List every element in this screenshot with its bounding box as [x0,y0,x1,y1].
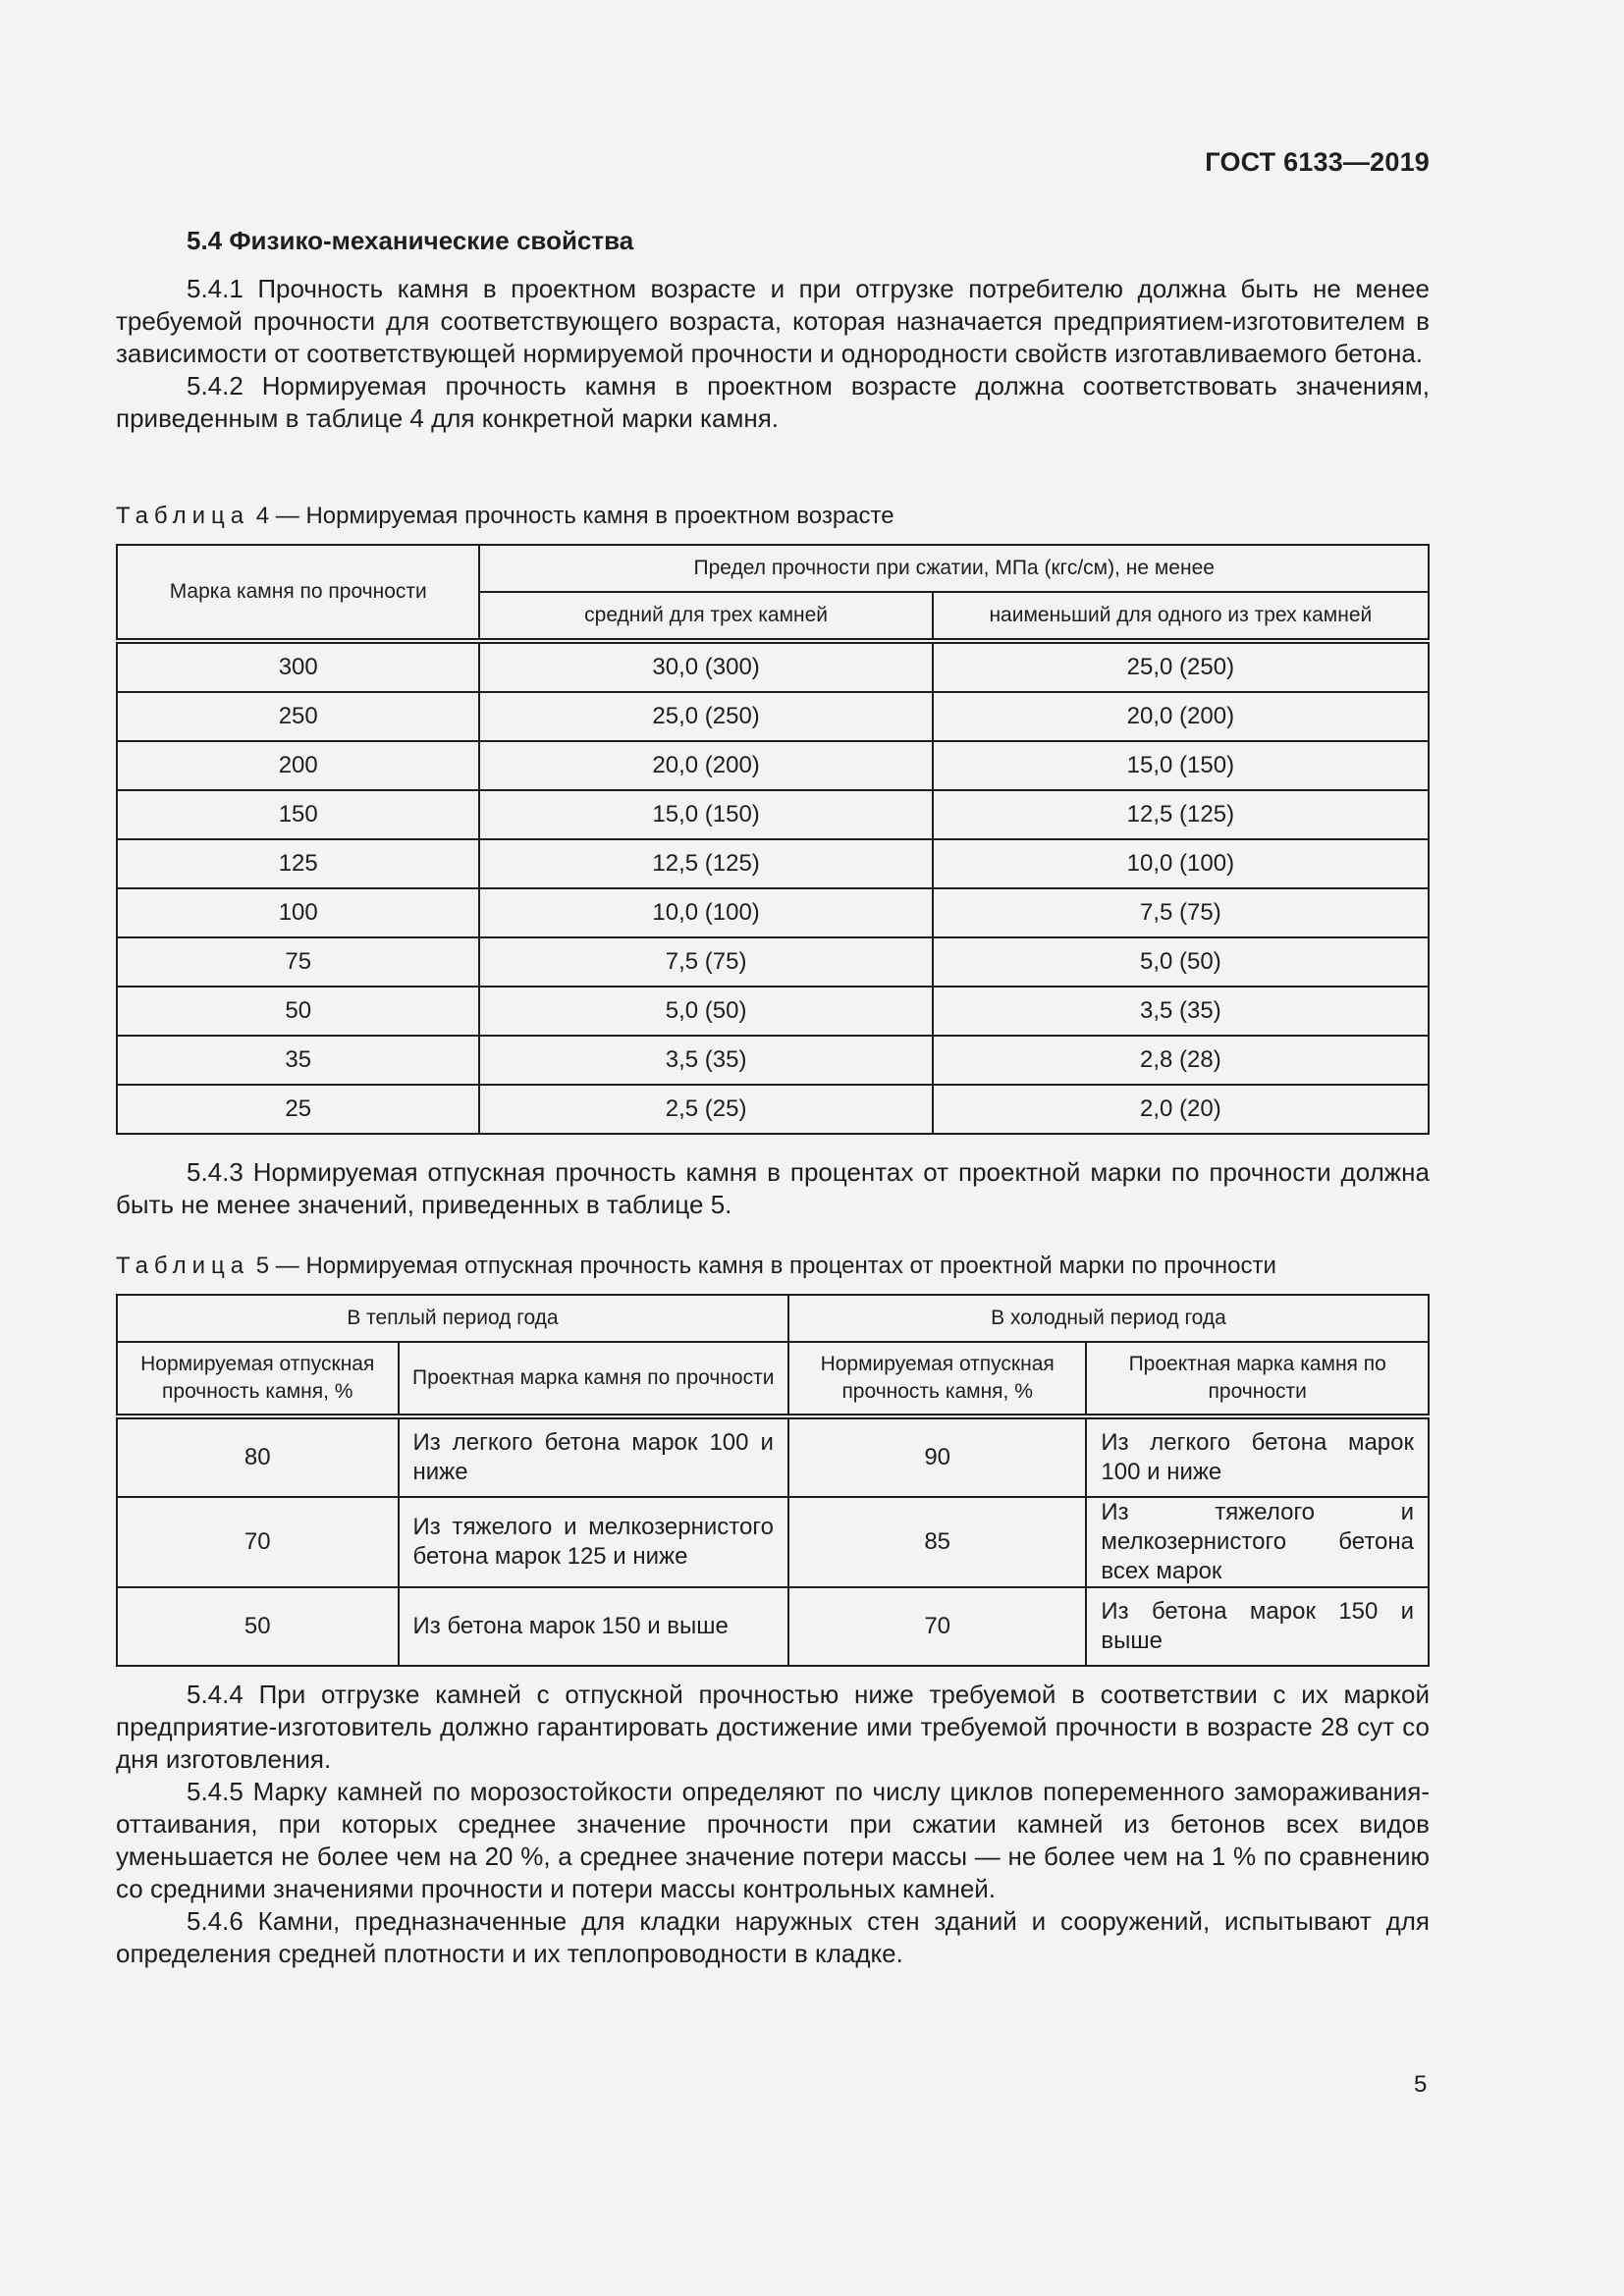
table5-header-cold: В холодный период года [788,1295,1429,1342]
table4-container [116,544,1430,1135]
table-cell: 25,0 (250) [933,641,1429,692]
table-cell: 2,5 (25) [479,1085,932,1134]
table-cell: 2,0 (20) [933,1085,1429,1134]
table-cell: 15,0 (150) [933,741,1429,790]
table-cell: Из тяжелого и мелкозернистого бетона всех марок [1086,1497,1429,1587]
table-row [117,641,1429,692]
table-cell: 3,5 (35) [479,1036,932,1085]
table-cell: 80 [117,1416,399,1497]
table-cell: 75 [117,937,479,987]
table-row [117,1587,1429,1666]
table-cell: Из тяжелого и мелкозернистого бетона марок 125 и ниже [399,1497,788,1587]
table-row [117,1036,1429,1085]
table-row [117,741,1429,790]
table-row [117,1497,1429,1587]
table-cell: 25,0 (250) [479,692,932,741]
table-cell: 50 [117,987,479,1036]
table5-header-warm: В теплый период года [117,1295,788,1342]
table-row [117,839,1429,888]
table-cell: 300 [117,641,479,692]
table-row [117,790,1429,839]
table-cell: 12,5 (125) [933,790,1429,839]
table-cell: 85 [788,1497,1086,1587]
table5-header-warm-grade: Проектная марка камня по прочности [399,1342,788,1416]
table-cell: 7,5 (75) [479,937,932,987]
table-cell: 150 [117,790,479,839]
table5-caption [116,1253,1430,1280]
table-cell: 90 [788,1416,1086,1497]
table-cell: 25 [117,1085,479,1134]
table5-header-warm-strength: Нормируемая отпускная прочность камня, % [117,1342,399,1416]
table-cell: 15,0 (150) [479,790,932,839]
table-row [117,1085,1429,1134]
table4-caption-label: Таблица [116,503,250,529]
paragraph-5-4-3: 5.4.3 Нормируемая отпускная прочность камня в процентах от проектной марки по прочности должна быть не менее значений, приведенных в таблице 5. [116,1157,1430,1219]
table-cell: Из легкого бетона марок 100 и ниже [399,1416,788,1497]
table-cell: Из бетона марок 150 и выше [399,1587,788,1666]
table-row [117,888,1429,937]
table-cell: 70 [788,1587,1086,1666]
table-cell: 12,5 (125) [479,839,932,888]
paragraph-5-4-4: 5.4.4 При отгрузке камней с отпускной прочностью ниже требуемой в соответствии с их маркой предприятие-изготовитель должно гарантировать достижение ими требуемой прочности в возрасте 28 сут со дня изготовления. [116,1680,1430,1774]
table4-header-grade: Марка камня по прочности [117,545,479,641]
table5-header-cold-strength: Нормируемая отпускная прочность камня, % [788,1342,1086,1416]
paragraph-group-1 [116,273,1430,435]
table5-caption-label: Таблица [116,1253,250,1279]
table-cell: 30,0 (300) [479,641,932,692]
table-cell: 200 [117,741,479,790]
table-row [117,937,1429,987]
table-cell: 70 [117,1497,399,1587]
table4-header-group: Предел прочности при сжатии, МПа (кгс/см), не менее [479,545,1429,592]
paragraph-group-2 [116,1156,1430,1221]
paragraph-group-3 [116,1679,1430,1970]
table-cell: Из легкого бетона марок 100 и ниже [1086,1416,1429,1497]
table-cell: 125 [117,839,479,888]
table5 [116,1294,1430,1667]
table-cell: 50 [117,1587,399,1666]
table4-caption-text: 4 — Нормируемая прочность камня в проектном возрасте [249,503,894,529]
table-cell: 2,8 (28) [933,1036,1429,1085]
section-title: 5.4 Физико-механические свойства [187,226,634,255]
paragraph-5-4-1: 5.4.1 Прочность камня в проектном возрасте и при отгрузке потребителю должна быть не менее требуемой прочности для соответствующего возраста, которая назначается предприятием-изготовителем в зависимости от соответствующей нормируемой прочности и однородности свойств изготавливаемого бетона. [116,274,1430,368]
standard-designation: ГОСТ 6133—2019 [1205,147,1430,177]
paragraph-5-4-5: 5.4.5 Марку камней по морозостойкости определяют по числу циклов попеременного замораживания-оттаивания, при которых среднее значение прочности при сжатии камней из бетонов всех видов уменьшается не более чем на 20 %, а среднее значение потери массы — не более чем на 1 % по сравнению со средними значениями прочности и потери массы контрольных камней. [116,1777,1430,1903]
table-cell: 100 [117,888,479,937]
table-cell: 20,0 (200) [933,692,1429,741]
table-row [117,1416,1429,1497]
table4-caption [116,503,1430,530]
table-cell: 3,5 (35) [933,987,1429,1036]
table5-header-cold-grade: Проектная марка камня по прочности [1086,1342,1429,1416]
table-cell: 20,0 (200) [479,741,932,790]
table-row [117,692,1429,741]
table-cell: 35 [117,1036,479,1085]
table-cell: 7,5 (75) [933,888,1429,937]
page-number: 5 [1414,2071,1428,2098]
paragraph-5-4-6: 5.4.6 Камни, предназначенные для кладки наружных стен зданий и сооружений, испытывают для определения средней плотности и их теплопроводности в кладке. [116,1906,1430,1968]
table4-header-min: наименьший для одного из трех камней [933,592,1429,641]
table4 [116,544,1430,1135]
table5-container [116,1294,1430,1667]
paragraph-5-4-2: 5.4.2 Нормируемая прочность камня в проектном возрасте должна соответствовать значениям, приведенным в таблице 4 для конкретной марки камня. [116,371,1430,433]
table-cell: 250 [117,692,479,741]
table-cell: 10,0 (100) [933,839,1429,888]
table5-caption-text: 5 — Нормируемая отпускная прочность камня в процентах от проектной марки по прочности [249,1253,1276,1279]
table-cell: 10,0 (100) [479,888,932,937]
table4-header-avg: средний для трех камней [479,592,932,641]
table-cell: 5,0 (50) [933,937,1429,987]
table-cell: Из бетона марок 150 и выше [1086,1587,1429,1666]
table-row [117,987,1429,1036]
table-cell: 5,0 (50) [479,987,932,1036]
